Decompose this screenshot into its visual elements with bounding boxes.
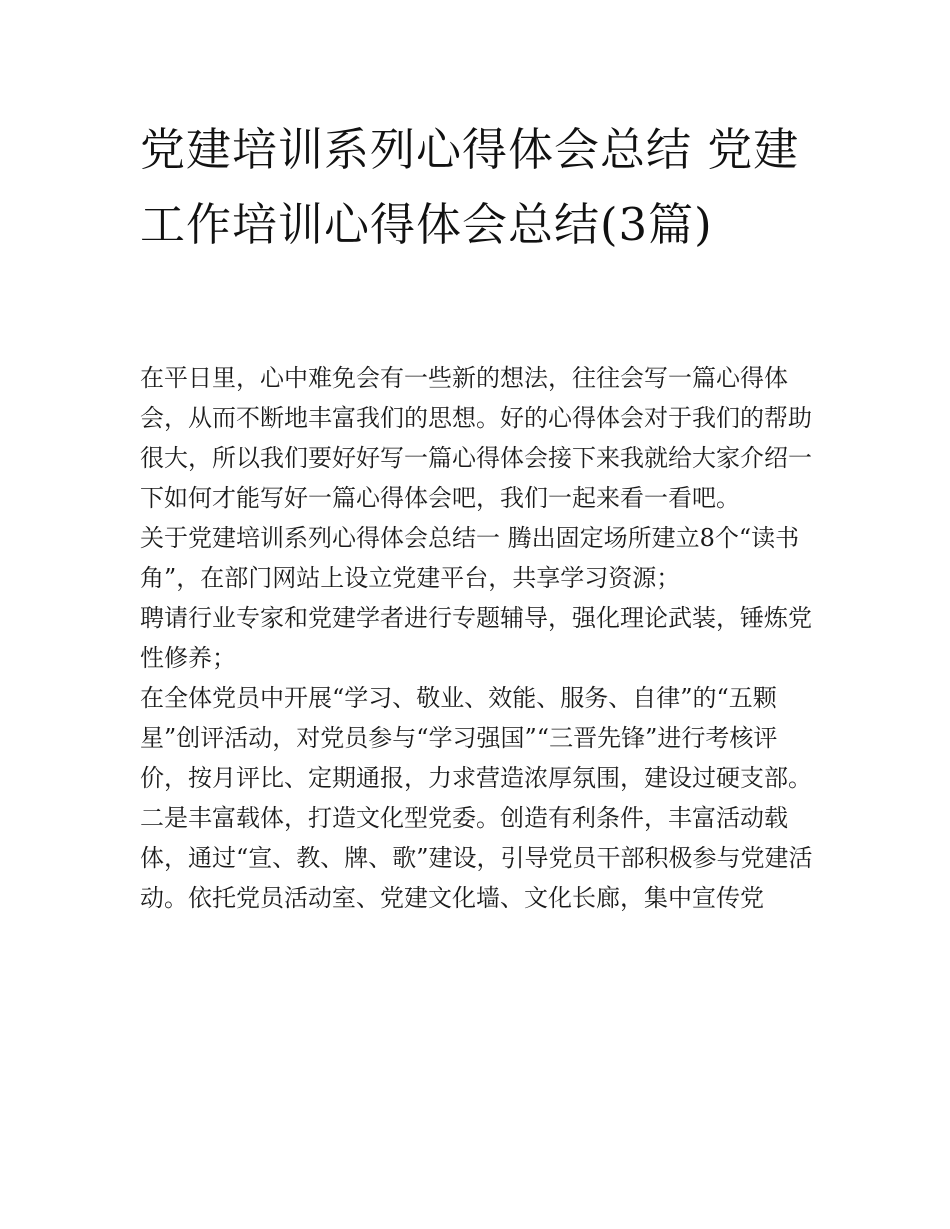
paragraph-expert-lectures: 聘请行业专家和党建学者进行专题辅导，强化理论武装，锤炼党性修养； — [140, 604, 812, 672]
paragraph-reading-corner: 关于党建培训系列心得体会总结一 腾出固定场所建立8个“读书角”，在部门网站上设立党建平台，共享学习资源； — [140, 524, 800, 592]
paragraph-five-stars: 在全体党员中开展“学习、敬业、效能、服务、自律”的“五颗星”创评活动，对党员参与“学习强国”“三晋先锋”进行考核评价，按月评比、定期通报，力求营造浓厚氛围，建设过硬支部。 — [140, 684, 812, 792]
paragraph-intro: 在平日里，心中难免会有一些新的想法，往往会写一篇心得体会，从而不断地丰富我们的思想。好的心得体会对于我们的帮助很大，所以我们要好好写一篇心得体会接下来我就给大家介绍一下如何才能写好一篇心得体会吧，我们一起来看一看吧。 — [140, 364, 812, 512]
document-body — [140, 358, 820, 918]
paragraph-culture-party: 二是丰富载体，打造文化型党委。创造有利条件，丰富活动载体，通过“宣、教、牌、歌”建设，引导党员干部积极参与党建活动。依托党员活动室、党建文化墙、文化长廊，集中宣传党 — [140, 804, 813, 912]
document-title: 党建培训系列心得体会总结 党建工作培训心得体会总结(3篇) — [140, 123, 800, 251]
